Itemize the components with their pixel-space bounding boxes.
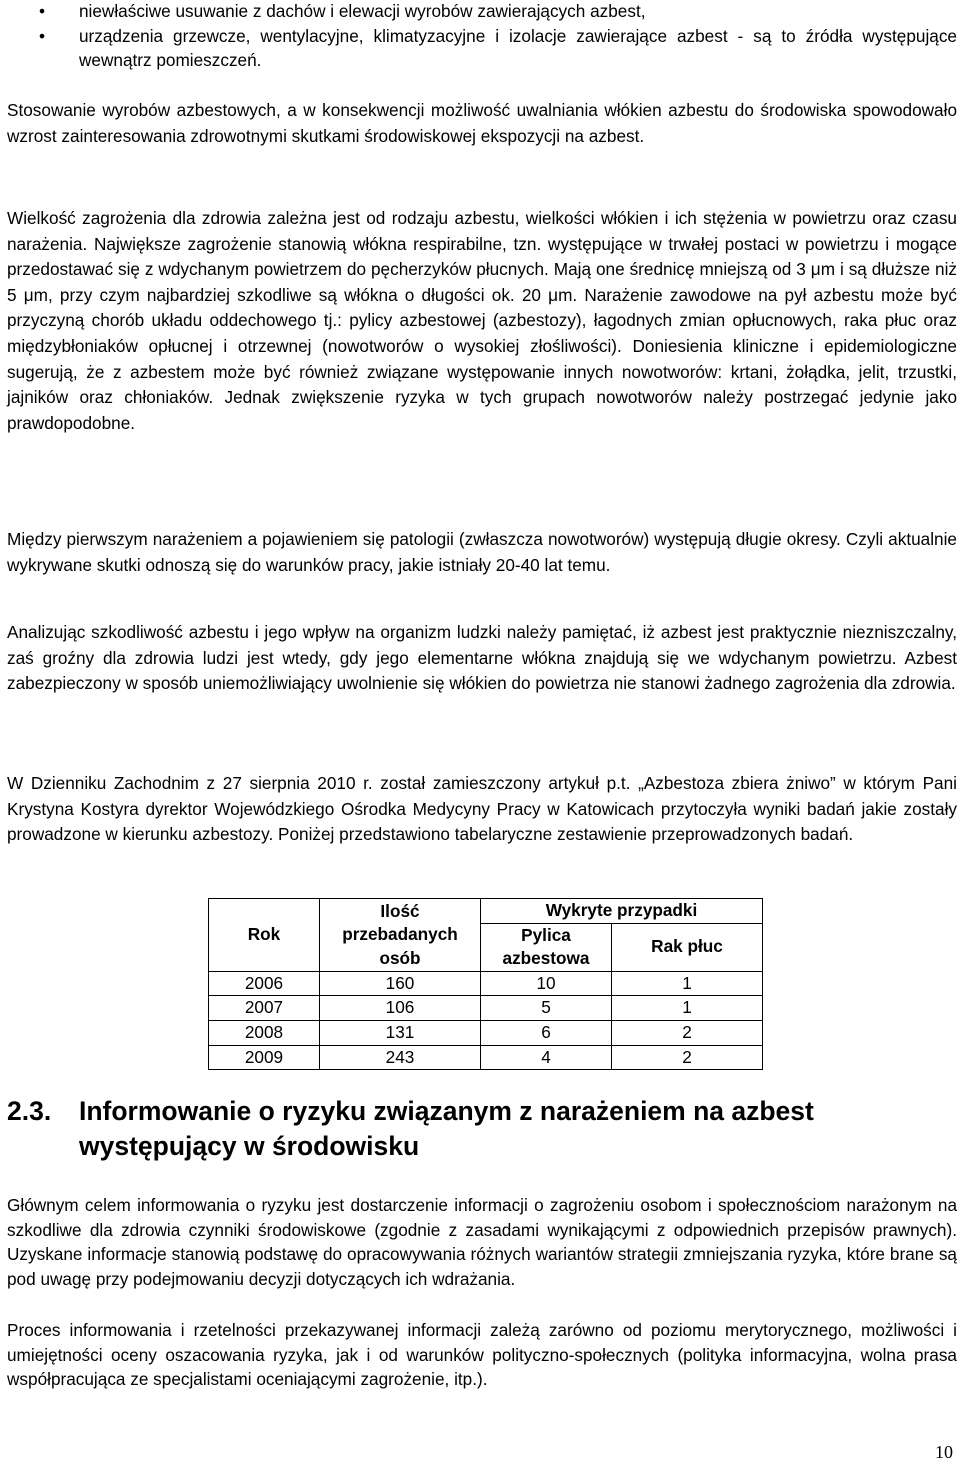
table-row — [209, 971, 763, 996]
table-row — [209, 1045, 763, 1070]
table-row — [209, 1020, 763, 1045]
paragraph-6: Głównym celem informowania o ryzyku jest dostarczenie informacji o zagrożeniu osobom i społecznościom narażonym na szkodliwe dla zdrowia czynniki środowiskowe (zgodnie z zasadami wynikającymi z odpowiednich przepisów prawnych). Uzyskane informacje stanowią podstawę do opracowywania różnych wariantów strategii zmniejszania ryzyka, które brane są pod uwagę przy podejmowaniu decyzji dotyczących ich wdrażania. — [7, 1195, 957, 1289]
header-year: Rok — [209, 899, 320, 972]
section-title-line-2: występujący w środowisku — [79, 1131, 420, 1161]
bullet-item: • niewłaściwe usuwanie z dachów i elewacji wyrobów zawierających azbest, — [7, 0, 957, 24]
section-number: 2.3. — [7, 1096, 52, 1126]
header-detected: Wykryte przypadki — [481, 899, 763, 924]
section-title-line-1: Informowanie o ryzyku związanym z narażeniem na azbest — [79, 1096, 814, 1126]
cell-pylica: 10 — [481, 971, 612, 996]
bullet-list — [7, 0, 957, 73]
cell-cancer: 1 — [612, 971, 763, 996]
section-heading — [7, 1094, 957, 1164]
paragraph-3: Między pierwszym narażeniem a pojawieniem się patologii (zwłaszcza nowotworów) występują długie okresy. Czyli aktualnie wykrywane skutki odnoszą się do warunków pracy, jakie istniały 20-40 lat temu. — [7, 529, 957, 575]
cell-cancer: 2 — [612, 1045, 763, 1070]
cell-count: 131 — [320, 1020, 481, 1045]
cell-cancer: 2 — [612, 1020, 763, 1045]
cell-year: 2007 — [209, 996, 320, 1021]
cell-pylica: 4 — [481, 1045, 612, 1070]
paragraph-5: W Dzienniku Zachodnim z 27 sierpnia 2010 r. został zamieszczony artykuł p.t. „Azbestoza zbiera żniwo” w którym Pani Krystyna Kostyra dyrektor Wojewódzkiego Ośrodka Medycyny Pracy w Katowicach przytoczyła wyniki badań jakie zostały prowadzone w kierunku azbestozy. Poniżej przedstawiono tabelaryczne zestawienie przeprowadzonych badań. — [7, 773, 957, 845]
bullet-item: • urządzenia grzewcze, wentylacyjne, klimatyzacyjne i izolacje zawierające azbest - są to źródła występujące wewnątrz pomieszczeń. — [7, 24, 957, 73]
results-table — [208, 898, 763, 1070]
header-pylica: Pylica azbestowa — [481, 923, 612, 971]
paragraph-7: Proces informowania i rzetelności przekazywanej informacji zależą zarówno od poziomu merytorycznego, możliwości i umiejętności oceny oszacowania ryzyka, jak i od warunków polityczno-społecznych (polityka informacyjna, wolna prasa współpracująca ze specjalistami oceniającymi zagrożenie, itp.). — [7, 1320, 957, 1389]
cell-year: 2006 — [209, 971, 320, 996]
paragraph-2: Wielkość zagrożenia dla zdrowia zależna jest od rodzaju azbestu, wielkości włókien i ich stężenia w powietrzu oraz czasu narażenia. Największe zagrożenie stanowią włókna respirabilne, tzn. występujące w trwałej postaci w powietrzu i mogące przedostawać się z wdychanym powietrzem do pęcherzyków płucnych. Mają one średnicę mniejszą od 3 μm i są dłuższe niż 5 μm, przy czym najbardziej szkodliwe są włókna o długości ok. 20 μm. Narażenie zawodowe na pył azbestu może być przyczyną chorób układu oddechowego tj.: pylicy azbestowej (azbestozy), łagodnych zmian opłucnowych, raka płuc oraz międzybłoniaków opłucnej i otrzewnej (nowotworów o wysokiej złośliwości). Doniesienia kliniczne i epidemiologiczne sugerują, że z azbestem może być również związane występowanie innych nowotworów: krtani, żołądka, jelit, trzustki, jajników oraz chłoniaków. Jednak zwiększenie ryzyka w tych grupach nowotworów należy postrzegać jedynie jako prawdopodobne. — [7, 208, 957, 433]
table-row — [209, 996, 763, 1021]
cell-pylica: 5 — [481, 996, 612, 1021]
page-number: 10 — [935, 1442, 953, 1462]
cell-year: 2009 — [209, 1045, 320, 1070]
cell-pylica: 6 — [481, 1020, 612, 1045]
paragraph-4: Analizując szkodliwość azbestu i jego wpływ na organizm ludzki należy pamiętać, iż azbest jest praktycznie niezniszczalny, zaś groźny dla zdrowia ludzi jest wtedy, gdy jego elementarne włókna znajdują się we wdychanym powietrzu. Azbest zabezpieczony w sposób uniemożliwiający uwolnienie się włókien do powietrza nie stanowi żadnego zagrożenia dla zdrowia. — [7, 622, 957, 694]
header-count: Ilość przebadanych osób — [320, 899, 481, 972]
cell-count: 160 — [320, 971, 481, 996]
cell-count: 106 — [320, 996, 481, 1021]
cell-cancer: 1 — [612, 996, 763, 1021]
cell-count: 243 — [320, 1045, 481, 1070]
paragraph-1: Stosowanie wyrobów azbestowych, a w konsekwencji możliwość uwalniania włókien azbestu do środowiska spowodowało wzrost zainteresowania zdrowotnymi skutkami środowiskowej ekspozycji na azbest. — [7, 100, 957, 146]
header-lung-cancer: Rak płuc — [612, 923, 763, 971]
cell-year: 2008 — [209, 1020, 320, 1045]
